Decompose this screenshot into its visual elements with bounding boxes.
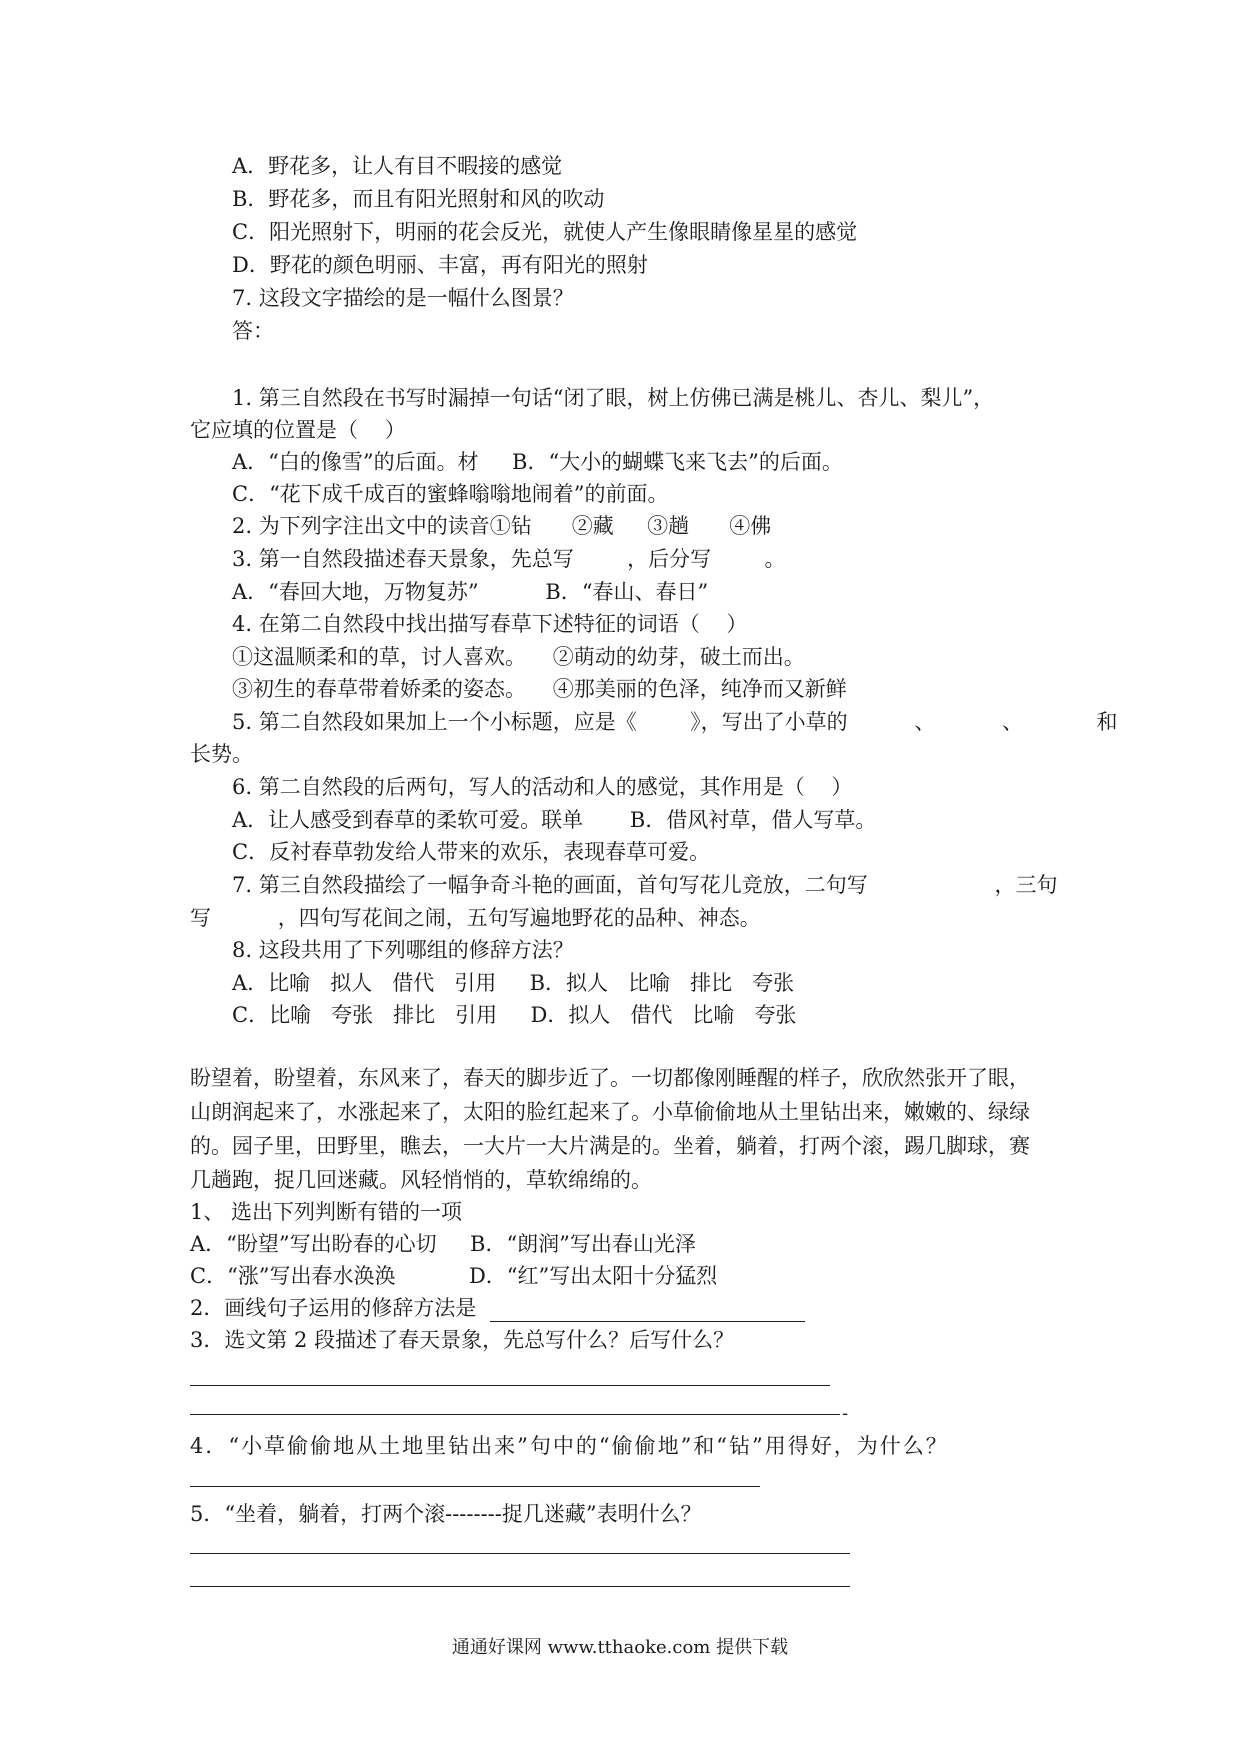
s2-q1-options-ab: A．“白的像雪”的后面。材 B．“大小的蝴蝶飞来飞去”的后面。 [232, 450, 843, 474]
s2-q3: 3. 第一自然段描述春天景象，先总写 ，后分写 。 [232, 547, 786, 571]
passage-line-4: 几趟跑，捉几回迷藏。风轻悄悄的，草软绵绵的。 [190, 1168, 652, 1192]
footer-credit: 通通好课网 www.tthaoke.com 提供下载 [451, 1637, 789, 1658]
s3-q2: 2．画线句子运用的修辞方法是 [190, 1296, 477, 1320]
option-b: B．野花多，而且有阳光照射和风的吹动 [232, 187, 605, 211]
option-a: A．野花多，让人有目不暇接的感觉 [232, 154, 563, 178]
passage-line-3: 的。园子里，田野里，瞧去，一大片一大片满是的。坐着，躺着，打两个滚，踢几脚球，赛 [190, 1134, 1030, 1158]
s3-q1-options-ab: A．“盼望”写出盼春的心切 B．“朗润”写出春山光泽 [190, 1232, 696, 1256]
s2-q5-line2: 长势。 [190, 742, 253, 766]
s3-q4-answer-line[interactable] [190, 1486, 760, 1487]
s2-q1-option-c: C．“花下成千成百的蜜蜂嗡嗡地闹着”的前面。 [232, 482, 669, 506]
s3-q5-answer-line-2[interactable] [190, 1586, 850, 1587]
s3-q3-answer-line-2[interactable] [190, 1414, 840, 1415]
s2-q1-line2: 它应填的位置是（ ） [190, 418, 406, 442]
s3-q1: 1、 选出下列判断有错的一项 [190, 1200, 463, 1224]
option-c: C．阳光照射下，明丽的花会反光，就使人产生像眼睛像星星的感觉 [232, 220, 858, 244]
s2-q5-line1: 5. 第二自然段如果加上一个小标题，应是《 》，写出了小草的 、 、 和 [232, 710, 1118, 734]
passage-line-1: 盼望着，盼望着，东风来了，春天的脚步近了。一切都像刚睡醒的样子，欣欣然张开了眼， [190, 1066, 1030, 1090]
s3-q3-answer-line-1[interactable] [190, 1385, 830, 1386]
s2-q3-options: A．“春回大地，万物复苏” B．“春山、春日” [232, 580, 709, 604]
s2-q6-option-c: C．反衬春草勃发给人带来的欢乐，表现春草可爱。 [232, 840, 711, 864]
s2-q7-line1: 7. 第三自然段描绘了一幅争奇斗艳的画面，首句写花儿竞放，二句写 ，三句 [232, 873, 1058, 897]
s2-q4: 4. 在第二自然段中找出描写春草下述特征的词语（ ） [232, 612, 748, 636]
s2-q6-options-ab: A．让人感受到春草的柔软可爱。联单 B．借风衬草，借人写草。 [232, 808, 877, 832]
s3-q3-dash: - [842, 1403, 849, 1424]
s3-q2-answer-line[interactable] [490, 1321, 805, 1322]
s2-q8-options-ab: A．比喻 拟人 借代 引用 B．拟人 比喻 排比 夸张 [232, 971, 795, 995]
s2-q4-items-2: ③初生的春草带着娇柔的姿态。 ④那美丽的色泽，纯净而又新鲜 [232, 677, 847, 701]
s3-q4: 4．“小草偷偷地从土地里钻出来”句中的“偷偷地”和“钻”用得好，为什么？ [190, 1434, 949, 1458]
answer-label: 答： [232, 319, 274, 343]
s2-q8: 8. 这段共用了下列哪组的修辞方法？ [232, 938, 574, 962]
option-d: D．野花的颜色明丽、丰富，再有阳光的照射 [232, 253, 648, 277]
question-7-picture: 7. 这段文字描绘的是一幅什么图景？ [232, 286, 574, 310]
s2-q2: 2. 为下列字注出文中的读音①钻 ②藏 ③趟 ④佛 [232, 514, 772, 538]
s2-q6: 6. 第二自然段的后两句，写人的活动和人的感觉，其作用是（ ） [232, 775, 853, 799]
s2-q1-line1: 1. 第三自然段在书写时漏掉一句话“闭了眼，树上仿佛已满是桃儿、杏儿、梨儿”， [232, 386, 995, 410]
s2-q4-items-1: ①这温顺柔和的草，讨人喜欢。 ②萌动的幼芽，破土而出。 [232, 645, 805, 669]
s3-q3: 3．选文第 2 段描述了春天景象，先总写什么？后写什么？ [190, 1328, 735, 1352]
s3-q1-options-cd: C．“涨”写出春水涣涣 D．“红”写出太阳十分猛烈 [190, 1264, 718, 1288]
passage-line-2: 山朗润起来了，水涨起来了，太阳的脸红起来了。小草偷偷地从土里钻出来，嫩嫩的、绿绿 [190, 1100, 1030, 1124]
s3-q5: 5．“坐着，躺着，打两个滚--------捉几迷藏”表明什么？ [190, 1502, 702, 1526]
s2-q8-options-cd: C．比喻 夸张 排比 引用 D．拟人 借代 比喻 夸张 [232, 1003, 797, 1027]
s3-q5-answer-line-1[interactable] [190, 1553, 850, 1554]
s2-q7-line2: 写 ，四句写花间之闹，五句写遍地野花的品种、神态。 [190, 906, 761, 930]
